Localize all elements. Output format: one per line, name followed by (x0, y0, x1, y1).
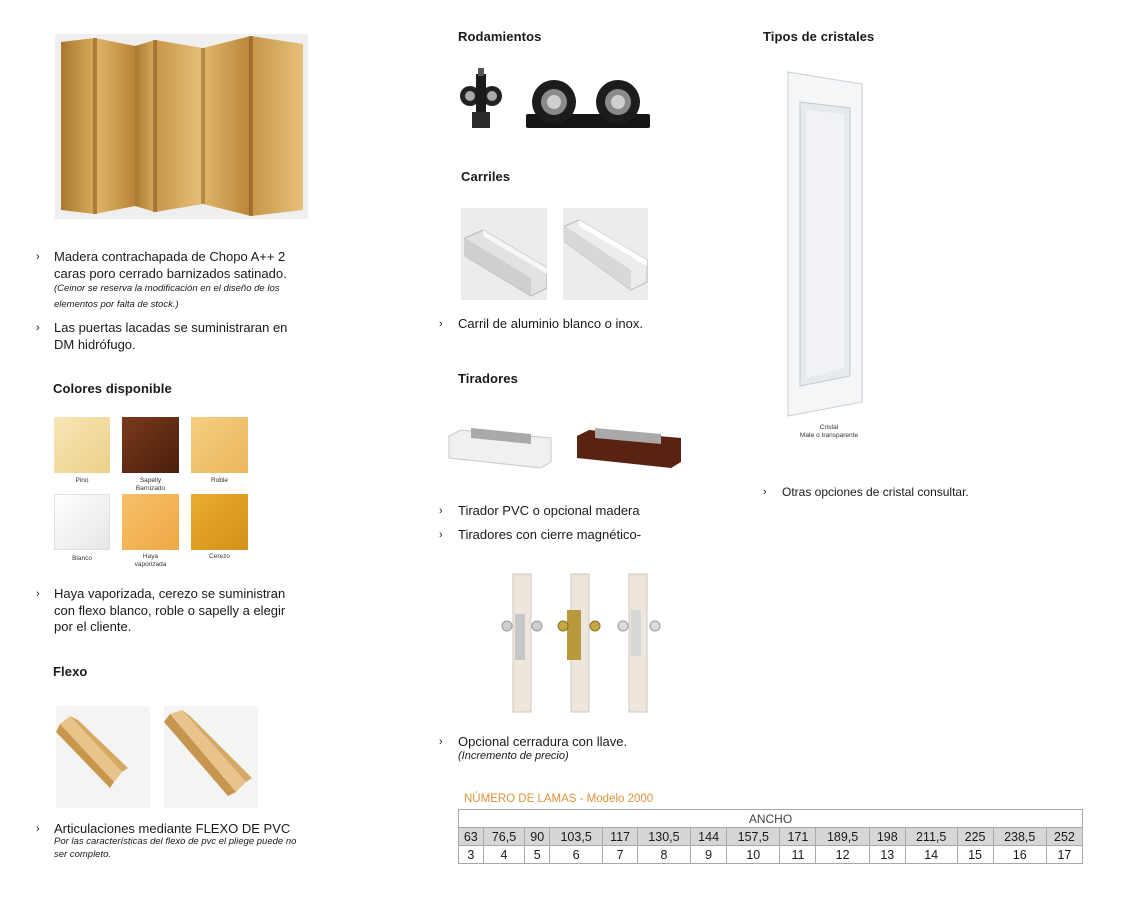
swatch-blanco (54, 494, 110, 550)
swatch-label (122, 477, 179, 493)
width-cell: 130,5 (637, 828, 690, 846)
lamas-title-main: NÚMERO DE LAMAS (464, 793, 577, 805)
swatch-label-line: vaporizada (134, 561, 167, 568)
bullet-glyph: › (36, 588, 40, 600)
rodamientos-photo (456, 64, 652, 140)
table-header-row (459, 810, 1083, 828)
carril-photo-2 (563, 208, 648, 300)
text-line: DM hidrófugo. (54, 336, 136, 352)
swatch-label (191, 553, 248, 561)
tiradores-heading: Tiradores (458, 371, 518, 386)
bullet-glyph: › (439, 736, 443, 748)
bullet-glyph: › (36, 322, 40, 334)
count-cell: 13 (869, 846, 905, 864)
lamas-title (464, 793, 653, 805)
swatch-label (191, 477, 248, 485)
count-cell: 5 (525, 846, 550, 864)
lamas-title-sep: - (576, 793, 587, 805)
width-cell: 198 (869, 828, 905, 846)
cerradura-photo (497, 570, 663, 716)
count-cell: 16 (993, 846, 1046, 864)
note-line: ser completo. (54, 849, 112, 860)
swatch-label-line: Cerezo (209, 553, 230, 560)
swatch-label-line: Roble (211, 477, 228, 484)
cristal-door-photo (786, 70, 866, 418)
note-line: (Ceinor se reserva la modificación en el diseño de los (54, 283, 280, 294)
cristal-caption (772, 424, 886, 440)
count-cell: 6 (550, 846, 603, 864)
width-cell: 63 (459, 828, 484, 846)
count-cell: 4 (483, 846, 525, 864)
count-cell: 7 (603, 846, 638, 864)
width-cell: 117 (603, 828, 638, 846)
swatch-roble (191, 417, 248, 473)
width-cell: 76,5 (483, 828, 525, 846)
note-line: Por las características del flexo de pvc el pliege puede no (54, 836, 297, 847)
count-cell: 3 (459, 846, 484, 864)
bullet-glyph: › (439, 529, 443, 541)
swatch-sapelly (122, 417, 179, 473)
cerradura-description: Opcional cerradura con llave. (458, 734, 628, 749)
tirador-magnetico: Tiradores con cierre magnético- (458, 527, 642, 542)
text-line: caras poro cerrado barnizados satinado. (54, 265, 287, 281)
folding-door-photo (55, 34, 308, 219)
flexo-note (54, 835, 344, 861)
tirador-description: Tirador PVC o opcional madera (458, 503, 640, 518)
swatch-cerezo (191, 494, 248, 550)
carril-description: Carril de aluminio blanco o inox. (458, 316, 643, 331)
text-line: Haya vaporizada, cerezo se suministran (54, 586, 286, 601)
swatch-pino (54, 417, 110, 473)
table-row-counts (459, 846, 1083, 864)
swatch-label (54, 477, 110, 485)
text-line: con flexo blanco, roble o sapelly a elegir (54, 602, 286, 618)
swatch-haya (122, 494, 179, 550)
lamas-title-model: Modelo 2000 (586, 793, 654, 805)
cristales-heading: Tipos de cristales (763, 29, 875, 44)
count-cell: 14 (905, 846, 957, 864)
rodamientos-heading: Rodamientos (458, 29, 542, 44)
text-line: Madera contrachapada de Chopo A++ 2 (54, 249, 286, 264)
lamas-table (458, 809, 1083, 864)
count-cell: 10 (727, 846, 780, 864)
caption-line: Cristal (819, 424, 839, 431)
lacquered-note (54, 320, 324, 353)
text-line: Las puertas lacadas se suministraran en (54, 320, 288, 335)
bullet-glyph: › (36, 823, 40, 835)
bullet-glyph: › (439, 318, 443, 330)
count-cell: 15 (957, 846, 993, 864)
width-cell: 238,5 (993, 828, 1046, 846)
text-line: por el cliente. (54, 619, 132, 634)
count-cell: 8 (637, 846, 690, 864)
swatch-label (54, 555, 110, 563)
caption-line: Mate o transparente (799, 432, 859, 439)
material-description (54, 249, 324, 282)
colors-note (54, 586, 324, 636)
carriles-heading: Carriles (461, 169, 511, 184)
swatch-label-line: Sapelly (139, 477, 162, 484)
cristal-description: Otras opciones de cristal consultar. (782, 485, 969, 499)
bullet-glyph: › (36, 251, 40, 263)
width-cell: 225 (957, 828, 993, 846)
width-cell: 171 (780, 828, 816, 846)
count-cell: 11 (780, 846, 816, 864)
width-cell: 252 (1046, 828, 1082, 846)
stock-note (54, 281, 324, 312)
swatch-label (122, 553, 179, 569)
swatch-label-line: Haya (142, 553, 159, 560)
width-cell: 144 (691, 828, 727, 846)
width-cell: 189,5 (816, 828, 869, 846)
count-cell: 17 (1046, 846, 1082, 864)
swatch-label-line: Pino (75, 477, 89, 484)
bullet-glyph: › (763, 486, 767, 498)
tiradores-photo (445, 424, 685, 470)
cerradura-note: (Incremento de precio) (458, 750, 569, 762)
colors-heading: Colores disponible (53, 381, 172, 396)
flexo-description: Articulaciones mediante FLEXO DE PVC (54, 821, 291, 836)
count-cell: 9 (691, 846, 727, 864)
bullet-glyph: › (439, 505, 443, 517)
flexo-photo-2 (164, 706, 258, 808)
ancho-header: ANCHO (459, 810, 1083, 828)
width-cell: 103,5 (550, 828, 603, 846)
swatch-label-line: Blanco (72, 555, 92, 562)
table-row-widths (459, 828, 1083, 846)
width-cell: 211,5 (905, 828, 957, 846)
swatch-label-line: Barnizado (135, 485, 166, 492)
width-cell: 90 (525, 828, 550, 846)
flexo-heading: Flexo (53, 664, 88, 679)
width-cell: 157,5 (727, 828, 780, 846)
count-cell: 12 (816, 846, 869, 864)
note-line: elementos por falta de stock.) (54, 298, 179, 310)
flexo-photo-1 (56, 706, 150, 808)
carril-photo-1 (461, 208, 547, 300)
